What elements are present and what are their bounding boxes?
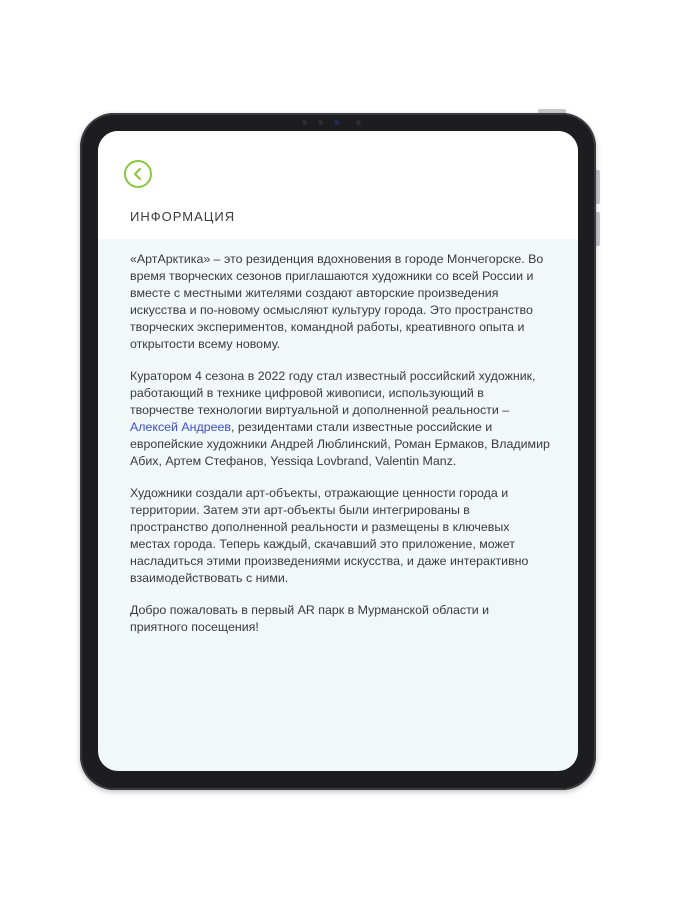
curator-text-after: , резидентами стали известные российские и европейские художники Андрей Люблинский, Роман Ермаков, Владимир Абих, Артем Стефанов, Yessiqa Lovbrand, Valentin Manz. bbox=[130, 420, 550, 468]
volume-down-button bbox=[596, 212, 600, 246]
header bbox=[98, 131, 578, 239]
back-button[interactable] bbox=[124, 160, 152, 188]
camera-lens bbox=[334, 120, 339, 125]
volume-up-button bbox=[596, 170, 600, 204]
curator-link[interactable]: Алексей Андреев bbox=[130, 420, 231, 434]
app-screen bbox=[98, 131, 578, 771]
info-text bbox=[130, 251, 550, 651]
sensor-dot bbox=[302, 120, 307, 125]
paragraph-curator bbox=[130, 368, 550, 470]
sensor-dot bbox=[356, 120, 361, 125]
camera-bar bbox=[296, 118, 376, 126]
chevron-left-icon bbox=[131, 167, 145, 181]
page-title: ИНФОРМАЦИЯ bbox=[130, 209, 236, 224]
paragraph-welcome: Добро пожаловать в первый AR парк в Мурманской области и приятного посещения! bbox=[130, 603, 490, 634]
paragraph-intro: «АртАрктика» – это резиденция вдохновения в городе Мончегорске. Во время творческих сезонов приглашаются художники со всей России и вместе с местными жителями создают авторские произведения искусства и по-новому осмысляют культуру города. Это пространство творческих экспериментов, командной работы, креативного опыта и открытости всему новому. bbox=[130, 252, 544, 351]
curator-text-before: Куратором 4 сезона в 2022 году стал известный российский художник, работающий в технике цифровой живописи, использующий в творчестве технологии виртуальной и дополненной реальности – bbox=[130, 369, 536, 417]
paragraph-artworks: Художники создали арт-объекты, отражающие ценности города и территории. Затем эти арт-объекты были интегрированы в пространство дополненной реальности и размещены в ключевых местах города. Теперь каждый, скачавший это приложение, может насладиться этими произведениями искусства, и даже интерактивно взаимодействовать с ними. bbox=[130, 486, 529, 585]
sensor-dot bbox=[318, 120, 323, 125]
